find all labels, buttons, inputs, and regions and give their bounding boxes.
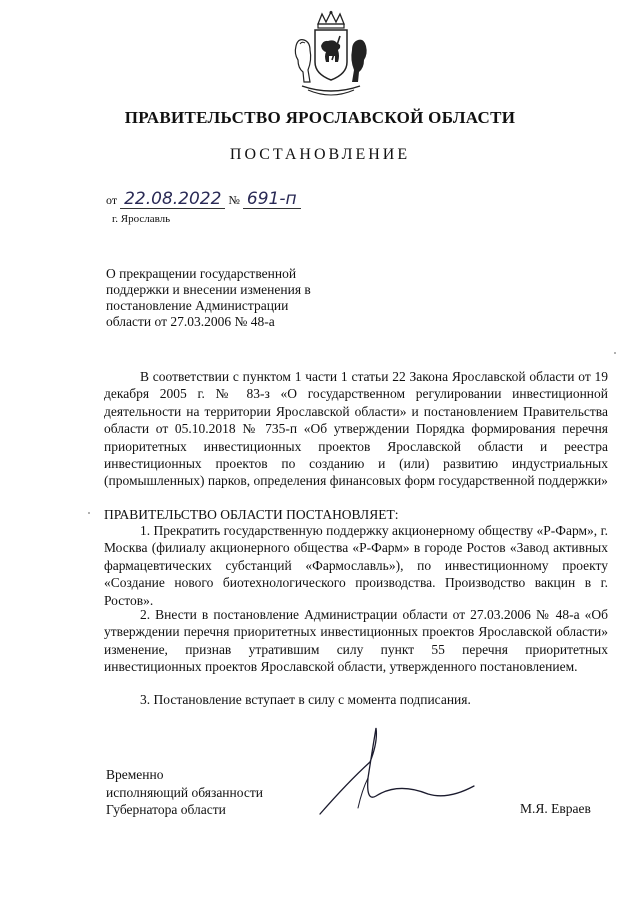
document-type: ПОСТАНОВЛЕНИЕ (229, 146, 411, 163)
document-subject: О прекращении государственной поддержки и внесении изменения в постановление Администрации области от 27.03.2006 № 48-а (106, 266, 311, 329)
item-2-paragraph: 2. Внести в постановление Администрации области от 27.03.2006 № 48-а «Об утверждении перечня приоритетных инвестиционных проектов Ярославской области» изменение, признав утратившим силу пункт 55 перечня приоритетных инвестиционных проектов Ярославской области, утвержденного постановлением. (104, 607, 608, 675)
handwritten-date: 22.08.2022 (120, 190, 225, 209)
resolves-line: ПРАВИТЕЛЬСТВО ОБЛАСТИ ПОСТАНОВЛЯЕТ: (104, 507, 399, 522)
handwritten-signature (318, 722, 478, 822)
scan-speck (88, 512, 90, 514)
scan-speck (614, 352, 616, 354)
signer-name: М.Я. Евраев (520, 801, 591, 816)
signer-position-line-2: исполняющий обязанности (106, 784, 263, 800)
signer-position-line-3: Губернатора области (106, 802, 226, 817)
signer-position (106, 766, 306, 819)
city: г. Ярославль (112, 213, 171, 225)
item-1-paragraph: 1. Прекратить государственную поддержку акционерному обществу «Р-Фарм», г. Москва (филиалу акционерного общества «Р-Фарм» в городе Ростов «Завод активных фармацевтических субстанций «Фармославль»), по инвестиционному проекту «Создание нового биотехнологического производства. Производство вакцин в г. Ростов». (104, 523, 608, 608)
intro-paragraph: В соответствии с пунктом 1 части 1 статьи 22 Закона Ярославской области от 19 декабря 2005 г. № 83-з «О государственном регулировании инвестиционной деятельности на территории Ярославской области» и постановлением Правительства области от 05.10.2018 № 735-п «Об утверждении Порядка формирования перечня приоритетных инвестиционных проектов Ярославской области и реестра инвестиционных проектов по созданию и (или) развитию индустриальных (промышленных) парков, определения финансовых форм государственной поддержки» (104, 369, 608, 489)
signer-position-line-1: Временно (106, 767, 164, 782)
item-3-paragraph: 3. Постановление вступает в силу с момента подписания. (140, 692, 471, 707)
coat-of-arms-icon (288, 10, 374, 100)
government-title: ПРАВИТЕЛЬСТВО ЯРОСЛАВСКОЙ ОБЛАСТИ (124, 108, 516, 127)
date-prefix: от (106, 193, 118, 207)
handwritten-number: 691-п (243, 190, 301, 209)
registration-line (106, 190, 301, 209)
number-prefix: № (228, 193, 240, 207)
